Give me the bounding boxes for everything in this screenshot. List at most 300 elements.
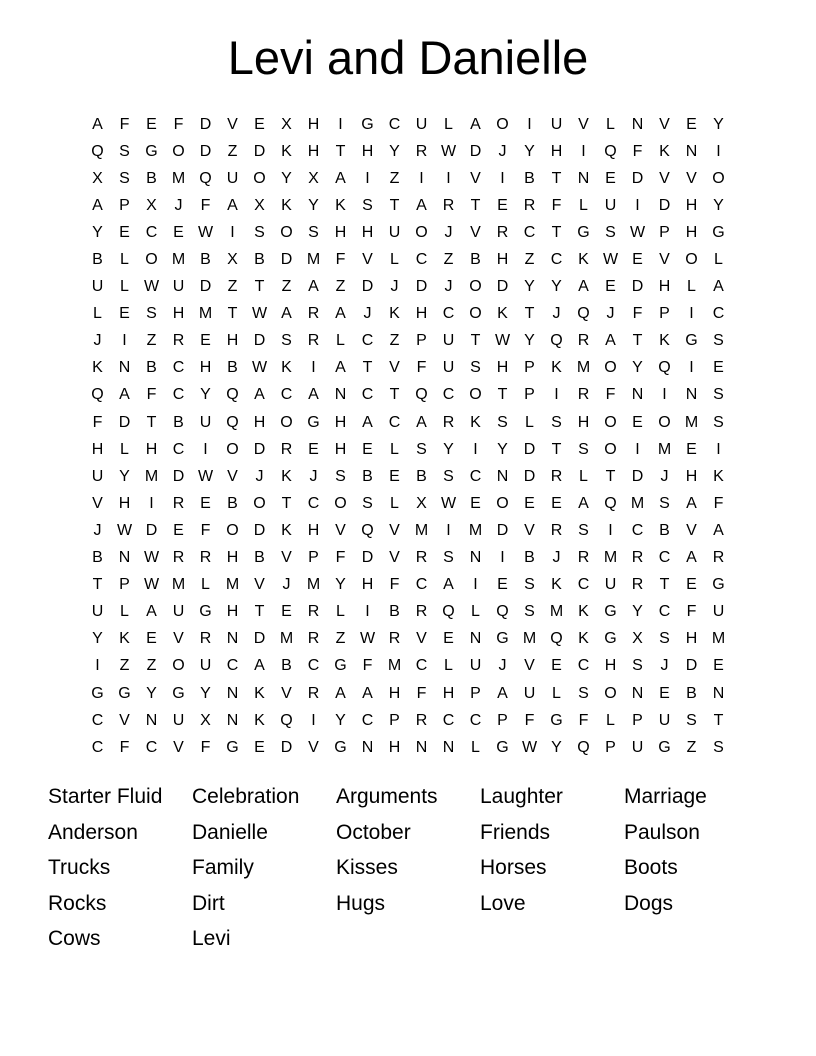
grid-letter: N <box>226 711 239 729</box>
grid-letter: M <box>225 576 240 594</box>
grid-row <box>84 328 732 355</box>
grid-letter: U <box>442 332 455 350</box>
grid-letter: U <box>415 115 428 133</box>
grid-letter: N <box>685 142 698 160</box>
grid-letter: B <box>686 684 697 702</box>
grid-letter: O <box>604 413 617 431</box>
grid-letter: C <box>307 494 320 512</box>
grid-letter: T <box>551 169 562 187</box>
grid-letter: I <box>689 305 694 323</box>
grid-letter: Q <box>604 494 617 512</box>
grid-letter: N <box>361 738 374 756</box>
grid-letter: S <box>443 549 454 567</box>
grid-row <box>84 490 732 517</box>
grid-letter: C <box>442 386 455 404</box>
grid-letter: M <box>549 603 564 621</box>
grid-row <box>84 463 732 490</box>
grid-letter: E <box>173 521 184 539</box>
grid-letter: P <box>659 305 670 323</box>
grid-letter: E <box>308 440 319 458</box>
grid-letter: N <box>469 630 482 648</box>
grid-letter: B <box>146 169 157 187</box>
grid-letter: H <box>496 251 509 269</box>
grid-letter: M <box>306 576 321 594</box>
word-list-item: Levi <box>192 927 231 950</box>
grid-letter: Y <box>200 684 211 702</box>
grid-letter: E <box>362 440 373 458</box>
grid-letter: J <box>174 196 183 214</box>
grid-letter: E <box>524 494 535 512</box>
grid-letter: L <box>579 196 588 214</box>
grid-letter: E <box>173 223 184 241</box>
grid-letter: U <box>712 603 725 621</box>
grid-letter: B <box>146 359 157 377</box>
grid-letter: V <box>308 738 319 756</box>
word-list-column <box>624 779 768 957</box>
grid-letter: J <box>282 576 291 594</box>
grid-letter: T <box>713 711 724 729</box>
grid-letter: C <box>172 359 185 377</box>
grid-letter: C <box>388 115 401 133</box>
grid-letter: V <box>389 359 400 377</box>
grid-row <box>84 545 732 572</box>
grid-letter: K <box>551 576 562 594</box>
grid-letter: M <box>387 657 402 675</box>
grid-letter: A <box>146 603 157 621</box>
grid-letter: R <box>199 549 212 567</box>
grid-letter: D <box>415 278 428 296</box>
grid-letter: A <box>254 657 265 675</box>
grid-row <box>84 599 732 626</box>
grid-letter: E <box>713 359 724 377</box>
grid-letter: L <box>120 440 129 458</box>
grid-letter: G <box>577 223 590 241</box>
grid-letter: C <box>172 440 185 458</box>
grid-letter: J <box>606 305 615 323</box>
grid-letter: G <box>685 332 698 350</box>
grid-letter: T <box>497 386 508 404</box>
grid-letter: G <box>307 413 320 431</box>
word-list-column <box>480 779 624 957</box>
grid-letter: N <box>145 711 158 729</box>
grid-letter: Y <box>497 440 508 458</box>
grid-letter: V <box>416 630 427 648</box>
grid-letter: F <box>389 576 400 594</box>
grid-letter: R <box>415 711 428 729</box>
grid-letter: X <box>416 494 427 512</box>
grid-letter: W <box>251 305 268 323</box>
grid-letter: K <box>92 359 103 377</box>
grid-letter: M <box>657 440 672 458</box>
grid-letter: I <box>635 196 640 214</box>
grid-letter: T <box>659 576 670 594</box>
grid-letter: Q <box>550 630 563 648</box>
grid-letter: T <box>254 603 265 621</box>
grid-letter: D <box>631 467 644 485</box>
grid-letter: W <box>197 223 214 241</box>
grid-letter: O <box>334 494 347 512</box>
grid-letter: O <box>280 223 293 241</box>
grid-letter: F <box>92 413 103 431</box>
grid-letter: A <box>686 494 697 512</box>
grid-letter: V <box>686 169 697 187</box>
grid-letter: G <box>361 115 374 133</box>
grid-letter: L <box>606 711 615 729</box>
grid-letter: D <box>523 440 536 458</box>
grid-letter: O <box>253 169 266 187</box>
grid-letter: P <box>632 711 643 729</box>
grid-letter: Q <box>442 603 455 621</box>
grid-letter: H <box>307 142 320 160</box>
grid-letter: U <box>199 657 212 675</box>
grid-letter: H <box>334 223 347 241</box>
grid-letter: H <box>361 223 374 241</box>
grid-letter: I <box>122 332 127 350</box>
grid-letter: Q <box>91 142 104 160</box>
grid-letter: Q <box>226 386 239 404</box>
grid-letter: Y <box>524 332 535 350</box>
grid-letter: B <box>227 359 238 377</box>
grid-letter: E <box>146 630 157 648</box>
grid-letter: D <box>361 549 374 567</box>
grid-letter: R <box>307 305 320 323</box>
grid-letter: H <box>658 278 671 296</box>
grid-letter: I <box>446 521 451 539</box>
grid-letter: U <box>91 278 104 296</box>
grid-letter: E <box>551 657 562 675</box>
word-list-item: Celebration <box>192 785 300 808</box>
grid-letter: Y <box>200 386 211 404</box>
grid-letter: H <box>577 413 590 431</box>
grid-letter: I <box>230 223 235 241</box>
grid-letter: H <box>172 305 185 323</box>
grid-letter: A <box>497 684 508 702</box>
grid-letter: X <box>227 251 238 269</box>
grid-letter: V <box>281 549 292 567</box>
grid-letter: H <box>415 305 428 323</box>
grid-row <box>84 138 732 165</box>
word-list-item: Starter Fluid <box>48 785 163 808</box>
grid-letter: T <box>551 223 562 241</box>
grid-letter: L <box>93 305 102 323</box>
grid-letter: N <box>631 115 644 133</box>
grid-letter: P <box>497 711 508 729</box>
grid-letter: S <box>119 169 130 187</box>
grid-letter: N <box>577 169 590 187</box>
grid-row <box>84 165 732 192</box>
grid-letter: H <box>226 549 239 567</box>
grid-letter: X <box>200 711 211 729</box>
grid-letter: S <box>713 386 724 404</box>
page-title: Levi and Danielle <box>227 31 589 84</box>
word-search-grid <box>84 111 732 761</box>
grid-letter: K <box>713 467 724 485</box>
grid-letter: B <box>254 251 265 269</box>
grid-letter: J <box>498 657 507 675</box>
grid-letter: K <box>281 359 292 377</box>
grid-letter: I <box>689 359 694 377</box>
grid-letter: E <box>686 576 697 594</box>
grid-letter: E <box>200 494 211 512</box>
grid-letter: J <box>93 332 102 350</box>
grid-letter: S <box>713 413 724 431</box>
grid-letter: G <box>145 142 158 160</box>
grid-letter: Y <box>119 467 130 485</box>
grid-letter: F <box>632 142 643 160</box>
grid-letter: W <box>521 738 538 756</box>
grid-letter: M <box>576 359 591 377</box>
grid-letter: R <box>307 332 320 350</box>
grid-letter: O <box>469 305 482 323</box>
grid-letter: H <box>604 657 617 675</box>
grid-letter: J <box>552 549 561 567</box>
grid-letter: L <box>471 603 480 621</box>
grid-letter: D <box>253 630 266 648</box>
grid-letter: I <box>365 169 370 187</box>
grid-letter: L <box>714 251 723 269</box>
grid-letter: I <box>554 386 559 404</box>
grid-letter: F <box>119 115 130 133</box>
grid-letter: S <box>551 413 562 431</box>
word-list-column <box>336 779 480 957</box>
grid-letter: S <box>443 467 454 485</box>
grid-letter: U <box>388 223 401 241</box>
word-list-item: Hugs <box>336 891 386 915</box>
grid-letter: E <box>551 494 562 512</box>
grid-letter: H <box>685 196 698 214</box>
grid-letter: P <box>416 332 427 350</box>
grid-letter: U <box>442 359 455 377</box>
grid-letter: N <box>226 684 239 702</box>
grid-row <box>84 517 732 544</box>
word-list-item: Danielle <box>192 820 268 844</box>
grid-letter: V <box>524 657 535 675</box>
grid-letter: A <box>470 115 481 133</box>
grid-letter: A <box>119 386 130 404</box>
grid-letter: G <box>712 576 725 594</box>
grid-letter: O <box>712 169 725 187</box>
grid-letter: F <box>119 738 130 756</box>
grid-letter: V <box>119 711 130 729</box>
word-list-item: Cows <box>48 927 101 950</box>
grid-letter: B <box>92 549 103 567</box>
grid-letter: V <box>659 251 670 269</box>
grid-letter: D <box>631 169 644 187</box>
grid-letter: J <box>390 278 399 296</box>
grid-letter: W <box>629 223 646 241</box>
grid-letter: C <box>712 305 725 323</box>
grid-letter: B <box>254 549 265 567</box>
grid-letter: O <box>604 359 617 377</box>
grid-letter: K <box>578 630 589 648</box>
grid-letter: L <box>444 657 453 675</box>
grid-letter: E <box>119 223 130 241</box>
grid-letter: R <box>172 494 185 512</box>
grid-letter: C <box>469 711 482 729</box>
grid-letter: M <box>414 521 429 539</box>
grid-letter: E <box>254 738 265 756</box>
grid-letter: L <box>201 576 210 594</box>
grid-letter: H <box>334 413 347 431</box>
grid-letter: W <box>359 630 376 648</box>
grid-letter: B <box>281 657 292 675</box>
grid-letter: S <box>578 440 589 458</box>
grid-letter: D <box>631 278 644 296</box>
grid-letter: A <box>713 521 724 539</box>
grid-letter: L <box>390 440 399 458</box>
grid-letter: H <box>496 359 509 377</box>
grid-letter: L <box>336 332 345 350</box>
grid-letter: C <box>91 738 104 756</box>
grid-letter: R <box>550 467 563 485</box>
grid-letter: R <box>307 603 320 621</box>
grid-letter: E <box>713 657 724 675</box>
word-list-item: Paulson <box>624 820 700 844</box>
grid-letter: A <box>335 359 346 377</box>
grid-letter: H <box>361 576 374 594</box>
grid-letter: Z <box>227 142 238 160</box>
grid-letter: R <box>280 440 293 458</box>
grid-letter: J <box>660 657 669 675</box>
grid-letter: G <box>91 684 104 702</box>
grid-letter: C <box>658 603 671 621</box>
grid-letter: R <box>442 196 455 214</box>
grid-letter: Q <box>226 413 239 431</box>
grid-letter: J <box>363 305 372 323</box>
grid-letter: Z <box>389 169 400 187</box>
grid-letter: T <box>254 278 265 296</box>
grid-letter: D <box>361 278 374 296</box>
grid-letter: M <box>630 494 645 512</box>
grid-letter: T <box>362 359 373 377</box>
grid-letter: F <box>416 684 427 702</box>
grid-letter: Y <box>524 142 535 160</box>
grid-letter: C <box>523 223 536 241</box>
grid-letter: A <box>254 386 265 404</box>
grid-letter: D <box>118 413 131 431</box>
grid-letter: Y <box>335 576 346 594</box>
grid-letter: O <box>685 251 698 269</box>
grid-letter: C <box>469 467 482 485</box>
grid-letter: R <box>388 630 401 648</box>
grid-letter: C <box>91 711 104 729</box>
grid-letter: A <box>605 332 616 350</box>
grid-letter: K <box>281 196 292 214</box>
grid-letter: L <box>120 251 129 269</box>
grid-letter: W <box>494 332 511 350</box>
grid-letter: C <box>361 386 374 404</box>
grid-letter: S <box>713 738 724 756</box>
word-list-item: Rocks <box>48 891 107 915</box>
grid-letter: B <box>92 251 103 269</box>
grid-letter: D <box>685 657 698 675</box>
grid-letter: V <box>524 521 535 539</box>
grid-letter: O <box>280 413 293 431</box>
grid-letter: G <box>334 738 347 756</box>
grid-letter: G <box>604 603 617 621</box>
grid-letter: K <box>659 332 670 350</box>
grid-letter: T <box>632 332 643 350</box>
grid-letter: S <box>497 413 508 431</box>
word-list-item: Marriage <box>624 785 707 808</box>
grid-letter: N <box>685 386 698 404</box>
grid-letter: J <box>552 305 561 323</box>
grid-letter: O <box>658 413 671 431</box>
grid-letter: F <box>362 657 373 675</box>
grid-letter: H <box>91 440 104 458</box>
grid-letter: A <box>686 549 697 567</box>
grid-letter: A <box>92 196 103 214</box>
grid-letter: J <box>498 142 507 160</box>
grid-letter: C <box>388 413 401 431</box>
grid-row <box>84 734 732 761</box>
grid-letter: S <box>362 196 373 214</box>
grid-letter: F <box>416 359 427 377</box>
grid-letter: X <box>281 115 292 133</box>
grid-letter: O <box>172 657 185 675</box>
grid-letter: U <box>523 684 536 702</box>
grid-letter: C <box>280 386 293 404</box>
grid-letter: R <box>496 223 509 241</box>
grid-letter: U <box>631 738 644 756</box>
grid-letter: A <box>308 278 319 296</box>
grid-letter: R <box>550 521 563 539</box>
grid-letter: U <box>226 169 239 187</box>
grid-letter: U <box>604 576 617 594</box>
grid-letter: C <box>658 549 671 567</box>
grid-letter: P <box>524 386 535 404</box>
grid-letter: M <box>603 549 618 567</box>
grid-letter: R <box>172 549 185 567</box>
grid-letter: S <box>686 711 697 729</box>
grid-letter: M <box>522 630 537 648</box>
grid-letter: I <box>608 521 613 539</box>
grid-letter: C <box>442 305 455 323</box>
grid-letter: S <box>470 359 481 377</box>
grid-letter: I <box>419 169 424 187</box>
grid-letter: W <box>143 576 160 594</box>
grid-letter: S <box>605 223 616 241</box>
grid-letter: W <box>143 549 160 567</box>
grid-letter: N <box>712 684 725 702</box>
grid-letter: E <box>254 115 265 133</box>
grid-letter: L <box>552 684 561 702</box>
grid-letter: L <box>120 603 129 621</box>
grid-letter: V <box>254 576 265 594</box>
grid-letter: R <box>577 549 590 567</box>
grid-letter: D <box>199 278 212 296</box>
grid-letter: T <box>605 467 616 485</box>
grid-letter: T <box>281 494 292 512</box>
grid-letter: M <box>171 576 186 594</box>
grid-letter: Q <box>658 359 671 377</box>
grid-letter: B <box>200 251 211 269</box>
grid-letter: D <box>199 142 212 160</box>
grid-letter: D <box>469 142 482 160</box>
grid-letter: E <box>281 603 292 621</box>
grid-letter: R <box>523 196 536 214</box>
grid-letter: M <box>171 169 186 187</box>
grid-letter: C <box>145 223 158 241</box>
grid-letter: C <box>172 386 185 404</box>
grid-letter: A <box>227 196 238 214</box>
grid-letter: W <box>143 278 160 296</box>
grid-letter: H <box>388 738 401 756</box>
grid-row <box>84 355 732 382</box>
grid-letter: F <box>551 196 562 214</box>
grid-letter: C <box>226 657 239 675</box>
grid-letter: A <box>308 386 319 404</box>
